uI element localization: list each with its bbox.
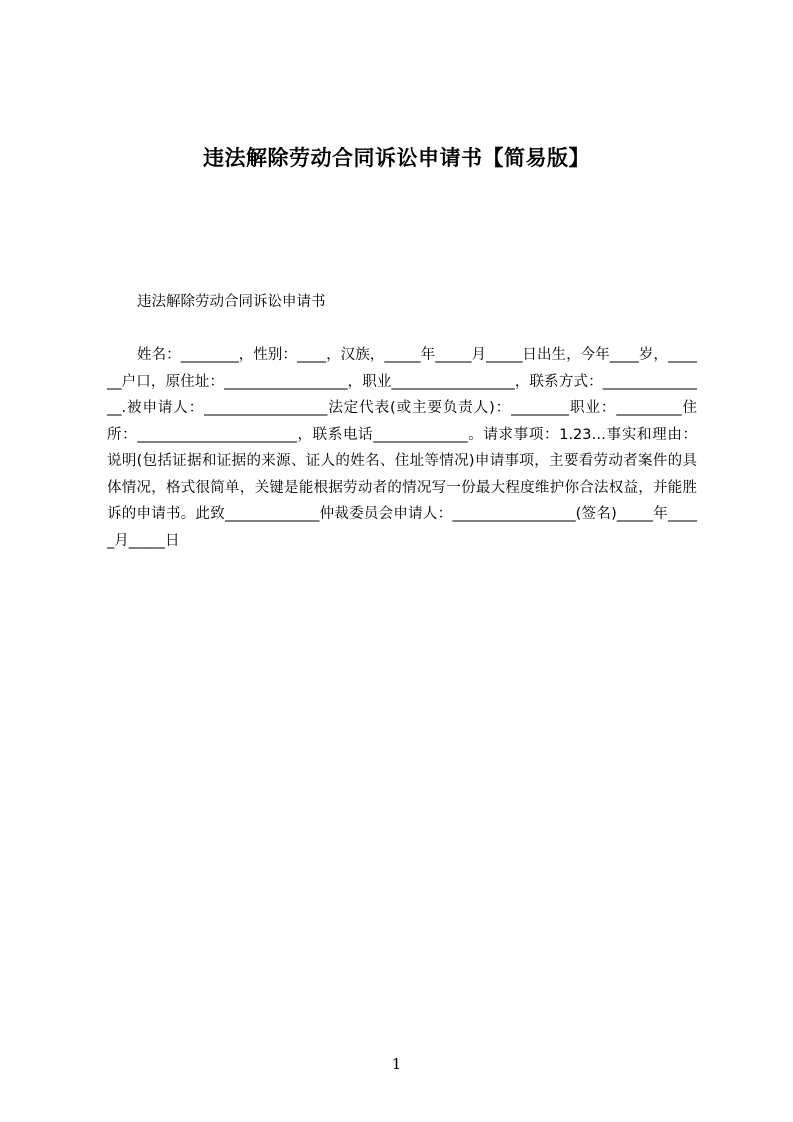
- document-subtitle: 违法解除劳动合同诉讼申请书: [137, 294, 326, 310]
- document-title: 违法解除劳动合同诉讼申请书【简易版】: [203, 146, 590, 170]
- document-body: 姓名：________，性别：____，汉族，_____年_____月_____日出生，今年____岁，______户口，原住址：_________________，职业_________________，联系方式：_______________.被申请人：_________________法定代表(或主要负责人)：________职业：_________住所：______________________，联系电话_____________。请求事项：1.23…事实和理由：说明(包括证据和证据的来源、证人的姓名、住址等情况)申请事项，主要看劳动者案件的具体情况，格式很简单，关键是能根据劳动者的情况写一份最大程度维护你合法权益，并能胜诉的申请书。此致_____________仲裁委员会申请人：_________________(签名)_____年_____月_____日: [107, 347, 697, 549]
- page-number: 1: [391, 1055, 402, 1073]
